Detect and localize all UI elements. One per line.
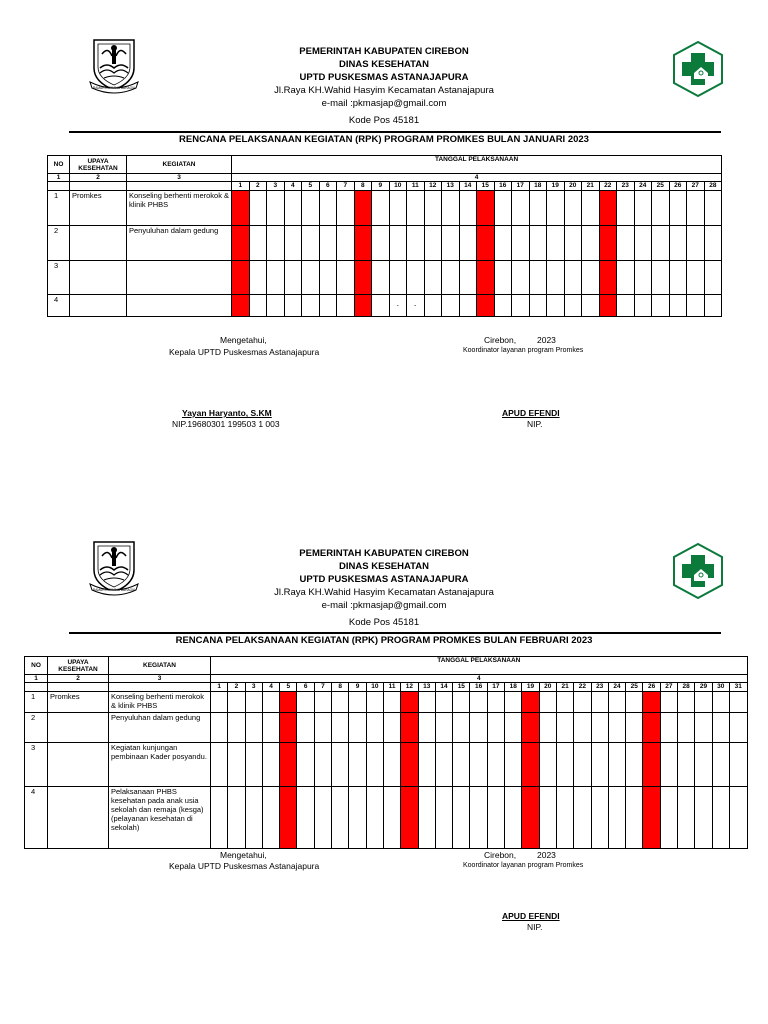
scheduled-day-cell [643,743,660,787]
day-number: 10 [366,683,383,692]
day-cell [262,692,279,713]
header-address: Jl.Raya KH.Wahid Hasyim Kecamatan Astanajapura [274,85,494,96]
day-number: 10 [389,182,407,191]
day-cell [245,692,262,713]
sheet-title: RENCANA PELAKSANAAN KEGIATAN (RPK) PROGRAM PROMKES BULAN JANUARI 2023 [179,134,589,145]
day-number: 19 [522,683,539,692]
day-number: 11 [383,683,400,692]
row-number: 2 [25,713,48,743]
row-upaya [48,787,109,849]
day-cell [470,692,487,713]
day-cell [383,713,400,743]
day-cell [349,692,366,713]
day-number: 18 [529,182,547,191]
day-cell [574,787,591,849]
day-number: 8 [354,182,372,191]
day-cell [608,713,625,743]
day-cell [453,713,470,743]
day-cell [591,713,608,743]
sig-coordinator-name: APUD EFENDI [502,911,560,921]
sig-coordinator-nip: NIP. [527,419,543,429]
crest-banner-text: RAMAH INGKANG BAHAGIA [92,588,136,592]
day-cell [695,713,712,743]
day-cell [470,787,487,849]
row-number: 3 [25,743,48,787]
column-index: 2 [48,675,109,683]
day-number: 14 [435,683,452,692]
row-kegiatan: Konseling berhenti merokok & klinik PHBS [109,692,211,713]
day-cell: - [389,295,407,317]
day-cell [418,713,435,743]
day-number: 12 [401,683,418,692]
row-kegiatan: Konseling berhenti merokok & klinik PHBS [127,191,232,226]
day-number: 24 [634,182,652,191]
day-cell [418,692,435,713]
day-number: 23 [617,182,635,191]
day-cell [470,713,487,743]
row-upaya [48,713,109,743]
day-number: 22 [599,182,617,191]
day-cell [332,743,349,787]
day-number: 26 [669,182,687,191]
day-number: 16 [470,683,487,692]
day-cell [729,713,747,743]
day-number: 30 [712,683,729,692]
day-cell [539,692,556,713]
sig-coordinator-nip: NIP. [527,922,543,932]
day-number: 31 [729,683,747,692]
day-cell [332,692,349,713]
row-upaya [48,743,109,787]
day-cell [591,787,608,849]
day-cell [435,692,452,713]
row-number: 4 [25,787,48,849]
scheduled-day-cell [522,713,539,743]
day-cell [366,713,383,743]
sig-acknowledged: Mengetahui, [220,850,267,860]
day-number: 17 [487,683,504,692]
day-number: 23 [591,683,608,692]
day-number: 20 [539,683,556,692]
day-cell [678,743,695,787]
day-number-row [25,683,748,692]
day-number: 18 [505,683,522,692]
day-number: 11 [407,182,425,191]
day-cell [556,713,573,743]
day-number: 6 [297,683,314,692]
day-cell [487,713,504,743]
day-cell [366,743,383,787]
day-cell [453,743,470,787]
day-number: 3 [245,683,262,692]
scheduled-day-cell [643,787,660,849]
day-number: 8 [332,683,349,692]
sig-year: 2023 [537,850,556,860]
day-cell [729,692,747,713]
day-cell [660,743,677,787]
day-cell [470,743,487,787]
day-cell [453,787,470,849]
column-index: 4 [211,675,748,683]
sig-head-title: Kepala UPTD Puskesmas Astanajapura [169,347,320,357]
day-number: 22 [574,683,591,692]
day-cell [539,787,556,849]
col-upaya-header: UPAYA KESEHATAN [48,657,109,675]
day-cell: - [407,295,425,317]
header-agency: DINAS KESEHATAN [339,59,429,70]
header-unit: UPTD PUSKESMAS ASTANAJAPURA [299,72,469,83]
day-cell [383,743,400,787]
day-cell [505,787,522,849]
letterhead [0,547,768,629]
day-cell [262,787,279,849]
day-cell [349,743,366,787]
day-number: 2 [249,182,267,191]
day-cell [712,692,729,713]
day-number: 20 [564,182,582,191]
row-number: 1 [25,692,48,713]
day-cell [332,713,349,743]
day-cell [712,787,729,849]
day-cell [626,787,643,849]
sig-head-title: Kepala UPTD Puskesmas Astanajapura [169,861,320,871]
day-cell [228,713,245,743]
day-cell [228,743,245,787]
day-cell [366,787,383,849]
day-cell [297,743,314,787]
day-cell [574,692,591,713]
day-number: 21 [556,683,573,692]
day-cell [678,787,695,849]
day-cell [262,743,279,787]
day-cell [245,743,262,787]
day-cell [574,713,591,743]
day-cell [556,692,573,713]
day-cell [556,787,573,849]
table-row [25,743,748,787]
row-upaya: Promkes [48,692,109,713]
day-cell [678,692,695,713]
day-cell [712,713,729,743]
day-cell [297,692,314,713]
day-cell [591,692,608,713]
header-address: Jl.Raya KH.Wahid Hasyim Kecamatan Astanajapura [274,587,494,598]
day-cell [712,743,729,787]
day-number: 13 [418,683,435,692]
day-number: 1 [232,182,250,191]
row-number: 3 [48,261,70,295]
scheduled-day-cell [280,787,297,849]
day-cell [539,713,556,743]
day-cell [435,713,452,743]
day-cell [453,692,470,713]
day-cell [435,743,452,787]
day-cell [574,743,591,787]
col-upaya-header: UPAYA KESEHATAN [70,156,127,174]
scheduled-day-cell [522,692,539,713]
day-cell [608,743,625,787]
sig-city: Cirebon, [484,335,517,345]
row-kegiatan: Pelaksanaan PHBS kesehatan pada anak usia sekolah dan remaja (kesga) (pelayanan kesehatan di sekolah) [109,787,211,849]
scheduled-day-cell [401,692,418,713]
day-cell [556,743,573,787]
day-cell [505,713,522,743]
column-index: 4 [232,174,722,182]
day-cell [591,743,608,787]
day-number: 26 [643,683,660,692]
scheduled-day-cell [643,713,660,743]
day-cell [228,692,245,713]
day-number: 5 [302,182,320,191]
sig-year: 2023 [537,335,556,345]
day-number: 27 [660,683,677,692]
header-agency: DINAS KESEHATAN [339,561,429,572]
col-tanggal-header: TANGGAL PELAKSANAAN [211,657,748,675]
day-cell [314,787,331,849]
day-number: 29 [695,683,712,692]
day-cell [228,787,245,849]
day-number: 5 [280,683,297,692]
day-number: 13 [442,182,460,191]
day-number: 4 [262,683,279,692]
day-cell [505,743,522,787]
col-no-header: NO [25,657,48,675]
day-cell [487,743,504,787]
scheduled-day-cell [522,743,539,787]
day-cell [262,713,279,743]
row-kegiatan: Penyuluhan dalam gedung [127,226,232,261]
header-unit: UPTD PUSKESMAS ASTANAJAPURA [299,574,469,585]
day-number: 28 [678,683,695,692]
day-cell [539,743,556,787]
row-number: 2 [48,226,70,261]
day-cell [660,787,677,849]
header-email: e-mail :pkmasjap@gmail.com [321,600,447,611]
day-number: 6 [319,182,337,191]
day-cell [626,743,643,787]
day-number: 16 [494,182,512,191]
column-index: 1 [48,174,70,182]
scheduled-day-cell [280,743,297,787]
header-postal: Kode Pos 45181 [348,617,420,628]
scheduled-day-cell [280,692,297,713]
day-cell [418,787,435,849]
sig-coordinator-title: Koordinator layanan program Promkes [463,862,584,869]
day-cell [660,713,677,743]
header-government: PEMERINTAH KABUPATEN CIREBON [299,46,469,57]
column-index: 3 [127,174,232,182]
day-number: 9 [372,182,390,191]
day-cell [297,787,314,849]
col-no-header: NO [48,156,70,174]
schedule-table [24,656,748,849]
day-cell [349,787,366,849]
day-cell [211,787,228,849]
sig-city: Cirebon, [484,850,517,860]
day-cell [487,692,504,713]
day-cell [678,713,695,743]
day-number: 7 [337,182,355,191]
day-number: 14 [459,182,477,191]
row-kegiatan: Kegiatan kunjungan pembinaan Kader posyandu. [109,743,211,787]
day-number: 15 [453,683,470,692]
day-cell [383,692,400,713]
sig-coordinator-title: Koordinator layanan program Promkes [463,347,584,354]
day-number: 28 [704,182,722,191]
header-postal: Kode Pos 45181 [348,115,420,126]
sig-acknowledged: Mengetahui, [220,335,267,345]
table-header-row [25,657,748,675]
day-cell [695,692,712,713]
day-cell [660,692,677,713]
header-government: PEMERINTAH KABUPATEN CIREBON [299,548,469,559]
row-upaya: Promkes [70,191,127,226]
spacer-cell [25,683,48,692]
day-number: 15 [477,182,495,191]
day-number: 3 [267,182,285,191]
column-index: 1 [25,675,48,683]
scheduled-day-cell [280,713,297,743]
table-row [25,787,748,849]
spacer-cell [109,683,211,692]
day-number: 7 [314,683,331,692]
header-email: e-mail :pkmasjap@gmail.com [321,98,447,109]
day-cell [332,787,349,849]
day-cell [729,787,747,849]
scheduled-day-cell [643,692,660,713]
scheduled-day-cell [522,787,539,849]
day-cell [608,692,625,713]
row-number: 1 [48,191,70,226]
day-number: 21 [582,182,600,191]
day-cell [211,692,228,713]
day-cell [245,713,262,743]
day-cell [366,692,383,713]
table-index-row [25,675,748,683]
col-kegiatan-header: KEGIATAN [109,657,211,675]
day-number: 25 [652,182,670,191]
day-number: 12 [424,182,442,191]
day-cell [314,692,331,713]
day-cell [505,692,522,713]
day-cell [695,743,712,787]
row-number: 4 [48,295,70,317]
sig-head-name: Yayan Haryanto, S.KM [182,408,272,418]
day-number: 2 [228,683,245,692]
day-number: 9 [349,683,366,692]
scheduled-day-cell [401,743,418,787]
day-cell [349,713,366,743]
day-cell [626,713,643,743]
day-number: 4 [284,182,302,191]
day-cell [297,713,314,743]
crest-banner-text: RAMAH INGKANG BAHAGIA [92,86,136,90]
day-number: 27 [687,182,705,191]
row-kegiatan: Penyuluhan dalam gedung [109,713,211,743]
scheduled-day-cell [401,787,418,849]
sig-coordinator-name: APUD EFENDI [502,408,560,418]
day-cell [729,743,747,787]
day-cell [435,787,452,849]
day-number: 17 [512,182,530,191]
day-cell [314,713,331,743]
day-cell [245,787,262,849]
day-number: 25 [626,683,643,692]
col-tanggal-header: TANGGAL PELAKSANAAN [232,156,722,174]
day-number: 24 [608,683,625,692]
day-cell [383,787,400,849]
column-index: 3 [109,675,211,683]
day-number: 1 [211,683,228,692]
scheduled-day-cell [401,713,418,743]
sig-head-nip: NIP.19680301 199503 1 003 [172,419,280,429]
day-cell [211,713,228,743]
table-row [25,713,748,743]
day-number: 19 [547,182,565,191]
day-cell [608,787,625,849]
spacer-cell [48,683,109,692]
column-index: 2 [70,174,127,182]
day-cell [418,743,435,787]
day-cell [487,787,504,849]
col-kegiatan-header: KEGIATAN [127,156,232,174]
header-rule [69,632,721,634]
day-cell [695,787,712,849]
day-cell [211,743,228,787]
day-cell [626,692,643,713]
sheet-title: RENCANA PELAKSANAAN KEGIATAN (RPK) PROGRAM PROMKES BULAN FEBRUARI 2023 [175,635,593,646]
puskesmas-logo [670,542,726,600]
day-cell [314,743,331,787]
table-row [25,692,748,713]
